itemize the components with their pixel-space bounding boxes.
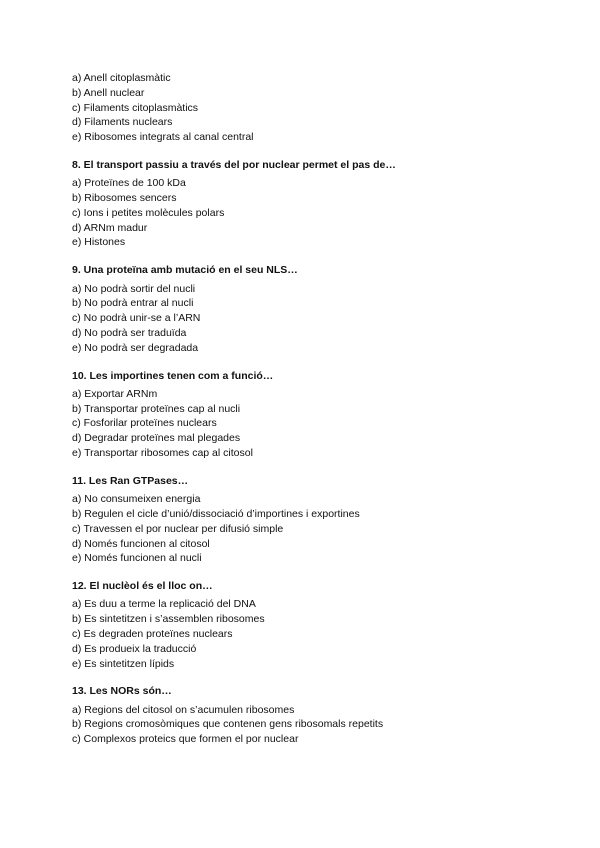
option-item: a) Es duu a terme la replicació del DNA xyxy=(72,598,256,611)
question-options xyxy=(72,703,572,747)
question-options xyxy=(72,387,572,461)
option-item: b) No podrà entrar al nucli xyxy=(72,297,194,310)
option-item: d) ARNm madur xyxy=(72,221,148,234)
option-item: c) Travessen el por nuclear per difusió simple xyxy=(72,522,284,535)
option-item: b) Ribosomes sencers xyxy=(72,192,177,205)
option-item: c) Fosforilar proteïnes nuclears xyxy=(72,417,217,430)
question-10 xyxy=(72,369,572,461)
question-options xyxy=(72,597,572,671)
option-item: a) No podrà sortir del nucli xyxy=(72,282,196,295)
option-item: c) Ions i petites molècules polars xyxy=(72,206,225,219)
document-page xyxy=(72,71,572,747)
question-9 xyxy=(72,263,572,355)
option-item: e) No podrà ser degradada xyxy=(72,341,199,354)
option-item: a) Anell citoplasmàtic xyxy=(72,72,171,84)
question-options xyxy=(72,282,572,356)
option-item: d) Es produeix la traducció xyxy=(72,642,197,655)
question-title: 12. El nuclèol és el lloc on… xyxy=(72,580,213,593)
option-item: c) No podrà unir-se a l’ARN xyxy=(72,312,201,325)
question-title: 8. El transport passiu a través del por nuclear permet el pas de… xyxy=(72,158,396,171)
question-11 xyxy=(72,474,572,566)
option-item: b) Es sintetitzen i s’assemblen ribosomes xyxy=(72,613,265,626)
question-7-options xyxy=(72,71,572,145)
option-item: b) Anell nuclear xyxy=(72,86,145,99)
question-options xyxy=(72,176,572,250)
option-item: b) Regulen el cicle d’unió/dissociació d’importines i exportines xyxy=(72,507,360,520)
option-item: a) Regions del citosol on s’acumulen ribosomes xyxy=(72,703,295,716)
option-item: d) Només funcionen al citosol xyxy=(72,537,210,550)
option-item: e) Només funcionen al nucli xyxy=(72,552,202,565)
question-12 xyxy=(72,579,572,671)
option-item: a) No consumeixen energia xyxy=(72,493,201,506)
question-options xyxy=(72,492,572,566)
question-title: 10. Les importines tenen com a funció… xyxy=(72,369,274,382)
option-item: c) Filaments citoplasmàtics xyxy=(72,101,199,114)
question-title: 9. Una proteïna amb mutació en el seu NLS… xyxy=(72,264,298,277)
option-item: c) Es degraden proteïnes nuclears xyxy=(72,628,233,640)
option-item: c) Complexos proteics que formen el por nuclear xyxy=(72,733,299,746)
option-item: a) Proteïnes de 100 kDa xyxy=(72,177,186,190)
option-item: d) Filaments nuclears xyxy=(72,116,173,129)
question-8 xyxy=(72,158,572,250)
question-13 xyxy=(72,684,572,747)
option-item: e) Es sintetitzen lípids xyxy=(72,657,175,670)
question-title: 11. Les Ran GTPases… xyxy=(72,474,189,487)
question-title: 13. Les NORs són… xyxy=(72,685,172,698)
option-item: b) Transportar proteïnes cap al nucli xyxy=(72,402,241,415)
option-item: e) Histones xyxy=(72,236,126,249)
option-item: e) Transportar ribosomes cap al citosol xyxy=(72,447,253,460)
option-item: a) Exportar ARNm xyxy=(72,387,158,400)
option-item: e) Ribosomes integrats al canal central xyxy=(72,131,254,144)
option-item: b) Regions cromosòmiques que contenen gens ribosomals repetits xyxy=(72,718,384,731)
option-item: d) Degradar proteïnes mal plegades xyxy=(72,432,241,445)
option-item: d) No podrà ser traduïda xyxy=(72,326,187,339)
